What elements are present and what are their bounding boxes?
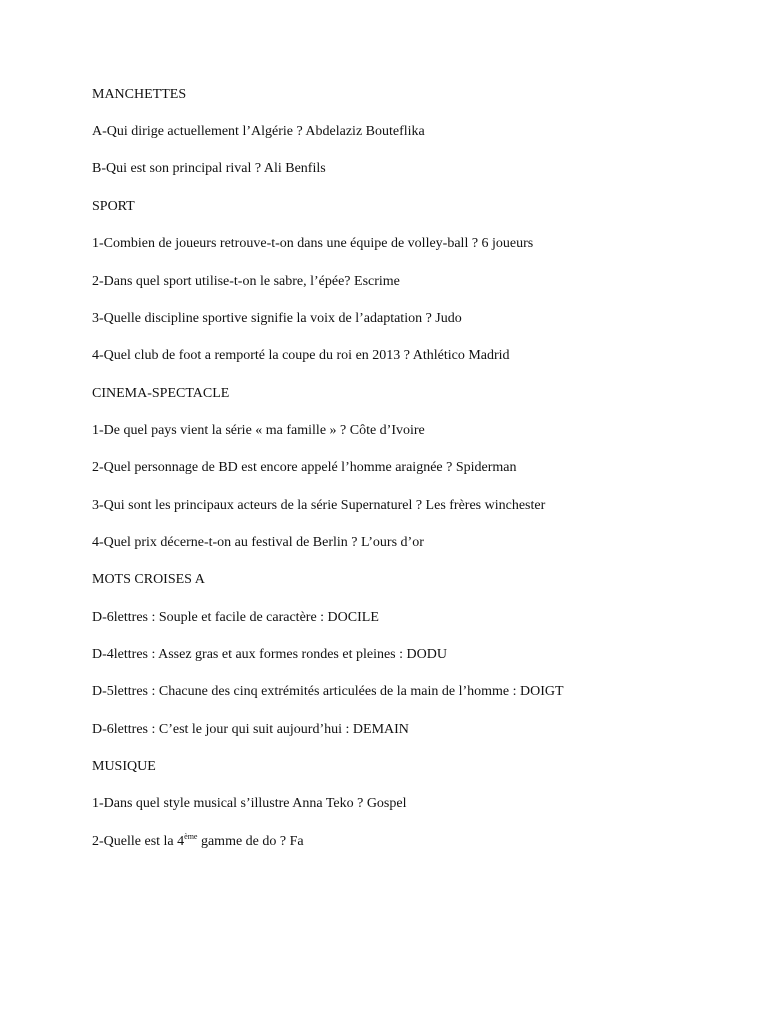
crossword-clue-1: D-6lettres : Souple et facile de caractère : DOCILE bbox=[92, 610, 379, 625]
superscript-eme: ème bbox=[184, 832, 198, 841]
heading-sport: SPORT bbox=[92, 199, 135, 214]
music-question-2-end: gamme de do ? Fa bbox=[197, 834, 304, 849]
sport-question-4: 4-Quel club de foot a remporté la coupe du roi en 2013 ? Athlético Madrid bbox=[92, 348, 510, 363]
sport-question-2: 2-Dans quel sport utilise-t-on le sabre, l’épée? Escrime bbox=[92, 274, 400, 289]
question-b: B-Qui est son principal rival ? Ali Benfils bbox=[92, 161, 326, 176]
sport-question-3: 3-Quelle discipline sportive signifie la voix de l’adaptation ? Judo bbox=[92, 311, 462, 326]
heading-cinema-spectacle: CINEMA-SPECTACLE bbox=[92, 386, 230, 401]
heading-manchettes: MANCHETTES bbox=[92, 87, 187, 102]
crossword-clue-4: D-6lettres : C’est le jour qui suit aujourd’hui : DEMAIN bbox=[92, 722, 409, 737]
music-question-2 bbox=[92, 834, 304, 850]
cinema-question-1: 1-De quel pays vient la série « ma famille » ? Côte d’Ivoire bbox=[92, 423, 425, 438]
sport-question-1: 1-Combien de joueurs retrouve-t-on dans une équipe de volley-ball ? 6 joueurs bbox=[92, 236, 534, 251]
crossword-clue-2: D-4lettres : Assez gras et aux formes rondes et pleines : DODU bbox=[92, 647, 447, 662]
question-a: A-Qui dirige actuellement l’Algérie ? Abdelaziz Bouteflika bbox=[92, 124, 425, 139]
cinema-question-3: 3-Qui sont les principaux acteurs de la série Supernaturel ? Les frères winchester bbox=[92, 498, 546, 513]
music-question-1: 1-Dans quel style musical s’illustre Anna Teko ? Gospel bbox=[92, 796, 407, 811]
heading-mots-croises: MOTS CROISES A bbox=[92, 572, 205, 587]
music-question-2-start: 2-Quelle est la 4 bbox=[92, 834, 185, 849]
crossword-clue-3: D-5lettres : Chacune des cinq extrémités articulées de la main de l’homme : DOIGT bbox=[92, 684, 564, 699]
heading-musique: MUSIQUE bbox=[92, 759, 156, 774]
cinema-question-4: 4-Quel prix décerne-t-on au festival de Berlin ? L’ours d’or bbox=[92, 535, 424, 550]
cinema-question-2: 2-Quel personnage de BD est encore appelé l’homme araignée ? Spiderman bbox=[92, 460, 517, 475]
